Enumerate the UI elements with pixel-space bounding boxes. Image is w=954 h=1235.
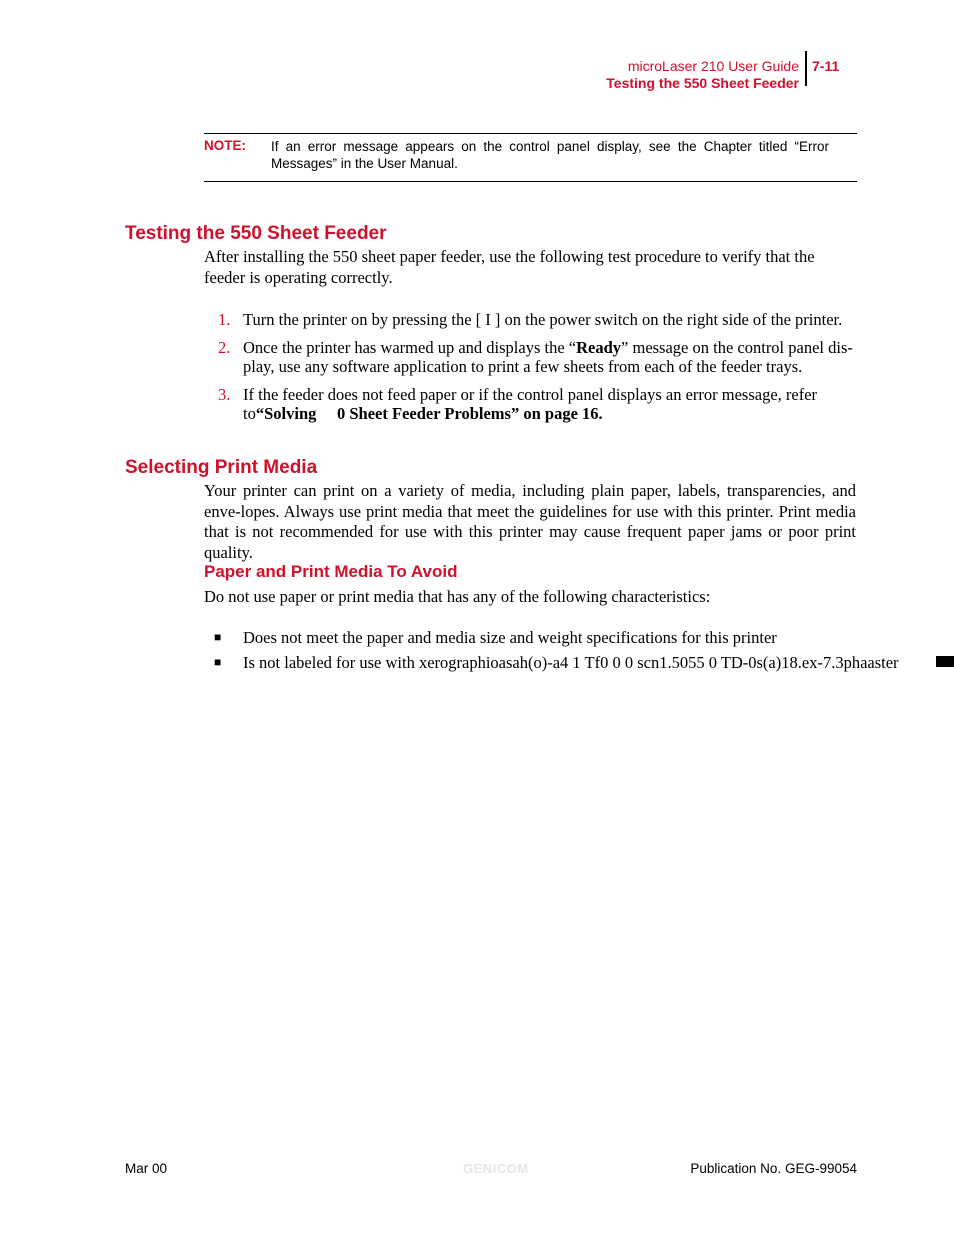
header-guide-title: microLaser 210 User Guide — [627, 58, 799, 74]
step-text: Once the printer has warmed up and displays the “Ready” message on the control panel dis-play, use any software application to print a few sheets from each of the feeder trays. — [243, 338, 853, 376]
section-heading-media: Selecting Print Media — [125, 457, 318, 478]
step-text: Turn the printer on by pressing the [ I ] on the power switch on the right side of the printer. — [243, 310, 843, 329]
ready-message: Ready — [576, 338, 622, 357]
header-divider — [805, 51, 807, 86]
note-text: If an error message appears on the control panel display, see the Chapter titled “Error Messages” in the User Manual. — [271, 139, 829, 171]
footer-date: Mar 00 — [125, 1161, 168, 1176]
chapter-tab-marker — [936, 656, 954, 667]
subsection-intro-avoid: Do not use paper or print media that has any of the following characteristics: — [204, 587, 711, 606]
subsection-heading-avoid: Paper and Print Media To Avoid — [204, 562, 458, 581]
page-number: 7-11 — [812, 58, 840, 74]
note-label: NOTE: — [204, 138, 246, 153]
section-intro-testing: After installing the 550 sheet paper feeder, use the following test procedure to verify that the feeder is operating correctly. — [204, 247, 815, 287]
note-box — [204, 133, 857, 182]
step-number: 1. — [218, 310, 231, 329]
bullet-text: Does not meet the paper and media size and weight specifications for this printer — [243, 628, 777, 647]
bullet-text: Is not labeled for use with xerographioasah(o)-a4 1 Tf0 0 0 scn1.5055 0 TD-0s(a)18.ex-7.3phaaster — [243, 653, 899, 672]
header-section-title: Testing the 550 Sheet Feeder — [606, 75, 799, 91]
section-heading-testing: Testing the 550 Sheet Feeder — [125, 223, 387, 244]
bullet-square-icon: ■ — [214, 630, 222, 644]
section-intro-media: Your printer can print on a variety of media, including plain paper, labels, transparencies, and enve-lopes. Always use print media that meet the guidelines for use with this printer. Print media that is not recommended for use with this printer may cause frequent paper jams or poor print quality. — [204, 481, 856, 562]
cross-reference-link[interactable]: “Solving 0 Sheet Feeder Problems” on page 16. — [255, 404, 603, 423]
bullet-square-icon: ■ — [214, 655, 222, 669]
step-number: 2. — [218, 338, 231, 357]
footer-publication: Publication No. GEG-99054 — [690, 1161, 857, 1176]
step-text: If the feeder does not feed paper or if the control panel displays an error message, refer to“Solving 0 Sheet Feeder Problems” on page 16. — [243, 385, 818, 423]
step-number: 3. — [218, 385, 231, 404]
footer-logo: GENICOM — [463, 1161, 529, 1176]
